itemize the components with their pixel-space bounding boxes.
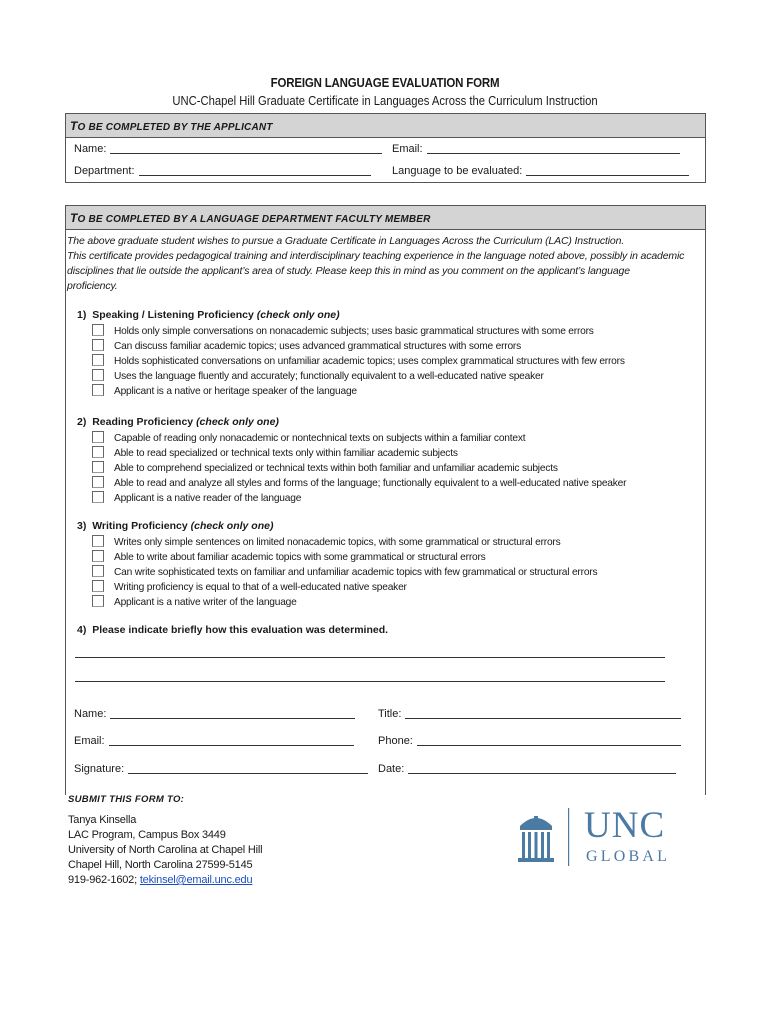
question-note: (check only one) [196,416,279,428]
option-label: Able to read and analyze all styles and forms of the language; functionally equivalent to a well-educated native speaker [114,478,627,489]
evaluation-answer-line[interactable] [75,681,665,682]
evaluator-email-label: Email: [74,735,105,747]
evaluator-title-field[interactable] [378,708,681,720]
option-label: Able to write about familiar academic topics with some grammatical or structural errors [114,552,486,563]
question-title: Speaking / Listening Proficiency [92,309,254,321]
applicant-name-line[interactable] [110,143,382,154]
checkbox[interactable] [92,565,104,577]
question-2-heading [77,416,279,428]
option-label: Applicant is a native or heritage speaker of the language [114,386,357,397]
applicant-language-line[interactable] [526,165,689,176]
faculty-section-header [66,206,705,230]
checkbox[interactable] [92,535,104,547]
evaluation-answer-line[interactable] [75,657,665,658]
evaluator-title-line[interactable] [405,708,681,719]
evaluator-phone-line[interactable] [417,735,681,746]
applicant-section-header [66,114,705,138]
speaking-option[interactable] [92,339,521,352]
applicant-email-label: Email: [392,143,423,155]
option-label: Able to comprehend specialized or technical texts within both familiar and unfamiliar academic subjects [114,463,558,474]
checkbox[interactable] [92,595,104,607]
address-line: LAC Program, Campus Box 3449 [68,829,226,841]
unc-global-logo [516,806,696,868]
intro-line: The above graduate student wishes to pursue a Graduate Certificate in Languages Across the Curriculum (LAC) Instruction. [67,235,625,247]
contact-phone: 919-962-1602; [68,874,137,886]
question-note: (check only one) [190,520,274,532]
faculty-header-cap: T [70,211,78,225]
form-subtitle: UNC-Chapel Hill Graduate Certificate in Languages Across the Curriculum Instruction [172,94,598,108]
question-4-heading [77,624,388,636]
intro-line: proficiency. [67,280,118,292]
faculty-intro [67,234,707,294]
question-number: 1) [77,309,87,321]
checkbox[interactable] [92,369,104,381]
reading-option[interactable] [92,431,525,444]
option-label: Can discuss familiar academic topics; uses advanced grammatical structures with some errors [114,341,522,352]
submit-address [68,813,262,888]
address-line: Chapel Hill, North Carolina 27599-5145 [68,859,253,871]
intro-line: This certificate provides pedagogical training and interdisciplinary teaching experience in the language noted above, possibly in academic [67,250,685,262]
evaluator-signature-line[interactable] [128,763,368,774]
reading-option[interactable] [92,476,626,489]
reading-option[interactable] [92,461,558,474]
evaluator-name-line[interactable] [110,708,355,719]
contact-line [68,873,262,888]
applicant-language-field[interactable] [392,165,689,177]
speaking-option[interactable] [92,354,625,367]
option-label: Capable of reading only nonacademic or nontechnical texts on subjects within a familiar context [114,433,526,444]
speaking-option[interactable] [92,369,544,382]
question-1-heading [77,309,340,321]
applicant-email-line[interactable] [427,143,680,154]
applicant-email-field[interactable] [392,143,680,155]
reading-option[interactable] [92,446,458,459]
reading-option[interactable] [92,491,301,504]
checkbox[interactable] [92,580,104,592]
writing-option[interactable] [92,595,297,608]
question-note: (check only one) [256,309,340,321]
speaking-option[interactable] [92,324,594,337]
option-label: Writes only simple sentences on limited nonacademic topics, with some grammatical or structural errors [114,537,561,548]
checkbox[interactable] [92,446,104,458]
evaluator-title-label: Title: [378,708,402,720]
writing-option[interactable] [92,580,407,593]
logo-unc-text: UNC [584,805,666,846]
checkbox[interactable] [92,354,104,366]
checkbox[interactable] [92,461,104,473]
applicant-section [65,113,706,183]
checkbox[interactable] [92,550,104,562]
question-title: Reading Proficiency [92,416,194,428]
applicant-department-label: Department: [74,165,135,177]
question-number: 2) [77,416,87,428]
address-line: Tanya Kinsella [68,814,137,826]
evaluator-signature-field[interactable] [74,763,368,775]
evaluator-email-field[interactable] [74,735,354,747]
evaluator-name-field[interactable] [74,708,355,720]
form-title: FOREIGN LANGUAGE EVALUATION FORM [270,76,500,90]
applicant-header-cap: T [70,119,78,133]
applicant-department-field[interactable] [74,165,371,177]
option-label: Can write sophisticated texts on familiar and unfamiliar academic topics with few grammatical or structural errors [114,567,598,578]
evaluator-date-field[interactable] [378,763,676,775]
applicant-name-label: Name: [74,143,107,155]
question-3-heading [77,520,273,532]
checkbox[interactable] [92,476,104,488]
option-label: Uses the language fluently and accurately; functionally equivalent to a well-educated native speaker [114,371,544,382]
checkbox[interactable] [92,339,104,351]
evaluator-phone-label: Phone: [378,735,413,747]
submit-heading: SUBMIT THIS FORM TO: [68,794,185,805]
address-line: University of North Carolina at Chapel Hill [68,844,263,856]
evaluator-date-label: Date: [378,763,405,775]
evaluator-phone-field[interactable] [378,735,681,747]
question-number: 3) [77,520,87,532]
evaluator-name-label: Name: [74,708,107,720]
writing-option[interactable] [92,565,597,578]
evaluator-email-line[interactable] [109,735,354,746]
option-label: Able to read specialized or technical texts only within familiar academic subjects [114,448,458,459]
logo-global-text: GLOBAL [586,848,671,865]
writing-option[interactable] [92,550,486,563]
evaluator-date-line[interactable] [408,763,676,774]
intro-line: disciplines that lie outside the applicant’s area of study. Please keep this in mind as you comment on the applicant’s language [67,265,630,277]
applicant-language-label: Language to be evaluated: [392,165,523,177]
checkbox[interactable] [92,324,104,336]
applicant-name-field[interactable] [74,143,382,155]
option-label: Applicant is a native reader of the language [114,493,302,504]
checkbox[interactable] [92,491,104,503]
faculty-header-text: O BE COMPLETED BY A LANGUAGE DEPARTMENT FACULTY MEMBER [77,214,431,225]
contact-email-link[interactable]: tekinsel@email.unc.edu [139,874,253,886]
option-label: Applicant is a native writer of the language [114,597,297,608]
evaluator-signature-label: Signature: [74,763,125,775]
applicant-header-text: O BE COMPLETED BY THE APPLICANT [77,122,273,133]
option-label: Holds sophisticated conversations on unfamiliar academic topics; uses complex grammatical structures with few errors [114,356,625,367]
option-label: Writing proficiency is equal to that of a well-educated native speaker [114,582,407,593]
question-number: 4) [77,624,87,636]
speaking-option[interactable] [92,384,357,397]
question-title: Please indicate briefly how this evaluation was determined. [92,624,389,636]
writing-option[interactable] [92,535,561,548]
checkbox[interactable] [92,384,104,396]
option-label: Holds only simple conversations on nonacademic subjects; uses basic grammatical structures with some errors [114,326,594,337]
question-title: Writing Proficiency [92,520,188,532]
applicant-department-line[interactable] [139,165,371,176]
checkbox[interactable] [92,431,104,443]
